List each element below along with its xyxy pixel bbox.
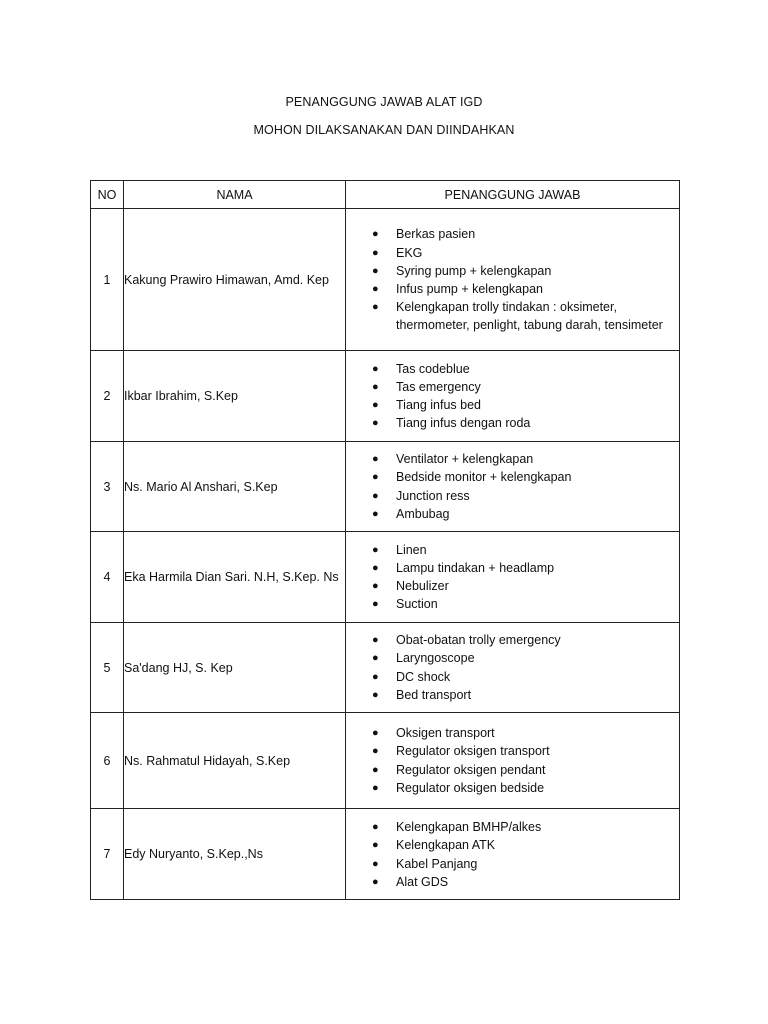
table-row [91,351,680,442]
equipment-item [346,577,679,595]
person-name: Ns. Mario Al Anshari, S.Kep [124,442,346,532]
row-number: 3 [91,442,124,532]
bullet-icon: ● [372,246,379,259]
equipment-item-text: EKG [396,245,423,260]
row-number: 5 [91,623,124,713]
equipment-list [346,817,679,891]
equipment-item [346,742,679,760]
equipment-item [346,414,679,432]
responsibility-cell [346,532,680,623]
responsibility-cell [346,442,680,532]
bullet-icon: ● [372,362,379,375]
equipment-item [346,818,679,836]
bullet-icon: ● [372,839,379,852]
equipment-item [346,505,679,523]
equipment-list [346,450,679,523]
equipment-item [346,244,679,262]
equipment-item-text: Regulator oksigen pendant [396,762,546,777]
equipment-item [346,487,679,505]
person-name: Kakung Prawiro Himawan, Amd. Kep [124,209,346,351]
bullet-icon: ● [372,763,379,776]
equipment-item [346,360,679,378]
equipment-item [346,649,679,667]
person-name: Edy Nuryanto, S.Kep.,Ns [124,809,346,900]
responsibility-table [90,180,680,900]
bullet-icon: ● [372,264,379,277]
equipment-item [346,396,679,414]
equipment-item-text: Suction [396,597,438,612]
bullet-icon: ● [372,634,379,647]
row-number: 4 [91,532,124,623]
bullet-icon: ● [372,507,379,520]
bullet-icon: ● [372,228,379,241]
equipment-item [346,280,679,298]
equipment-item [346,298,679,334]
equipment-item [346,559,679,577]
equipment-item [346,631,679,649]
bullet-icon: ● [372,489,379,502]
header-name: NAMA [124,181,346,209]
header-responsibility: PENANGGUNG JAWAB [346,181,680,209]
equipment-item-text: Ventilator + kelengkapan [396,452,534,467]
equipment-item-text: Ambubag [396,506,450,521]
bullet-icon: ● [372,652,379,665]
equipment-item-text: Tiang infus bed [396,398,482,412]
bullet-icon: ● [372,821,379,834]
responsibility-cell [346,713,680,809]
bullet-icon: ● [372,301,379,314]
equipment-item-text: Obat-obatan trolly emergency [396,633,561,648]
equipment-item-text: Linen [396,542,427,557]
equipment-item [346,686,679,704]
responsibility-cell [346,809,680,900]
bullet-icon: ● [372,875,379,888]
bullet-icon: ● [372,727,379,740]
responsibility-cell [346,209,680,351]
bullet-icon: ● [372,670,379,683]
document-subtitle: MOHON DILAKSANAKAN DAN DIINDAHKAN [253,123,515,137]
bullet-icon: ● [372,745,379,758]
equipment-item-text: Kelengkapan ATK [396,838,496,853]
equipment-item-text: Infus pump + kelengkapan [396,282,543,296]
equipment-item-text: Kelengkapan trolly tindakan : oksimeter, thermometer, penlight, tabung darah, tensimeter [396,300,663,333]
responsibility-cell [346,623,680,713]
table-row [91,442,680,532]
equipment-item-text: Tiang infus dengan roda [396,416,531,431]
bullet-icon: ● [372,598,379,611]
equipment-item-text: Lampu tindakan + headlamp [396,560,555,575]
bullet-icon: ● [372,399,379,411]
equipment-item [346,541,679,559]
equipment-item-text: Berkas pasien [396,227,476,242]
equipment-item-text: Oksigen transport [396,726,495,741]
person-name: Eka Harmila Dian Sari. N.H, S.Kep. Ns [124,532,346,623]
equipment-item-text: Alat GDS [396,874,449,889]
equipment-item-text: Tas emergency [396,379,481,394]
bullet-icon: ● [372,857,379,870]
equipment-item-text: Regulator oksigen transport [396,744,550,759]
equipment-list [346,631,679,704]
equipment-item [346,225,679,243]
equipment-item-text: Bed transport [396,687,472,702]
table-header-row [91,181,680,209]
bullet-icon: ● [372,688,379,701]
bullet-icon: ● [372,471,379,484]
equipment-item [346,855,679,873]
equipment-item [346,450,679,468]
table-row [91,532,680,623]
equipment-list [346,541,679,614]
equipment-item [346,836,679,854]
table-row [91,209,680,351]
equipment-item [346,378,679,396]
bullet-icon: ● [372,417,379,430]
person-name: Sa'dang HJ, S. Kep [124,623,346,713]
table-row [91,713,680,809]
equipment-item-text: Nebulizer [396,579,449,593]
equipment-item [346,724,679,742]
bullet-icon: ● [372,561,379,574]
equipment-item-text: Junction ress [396,488,470,503]
table-row [91,809,680,900]
document-title: PENANGGUNG JAWAB ALAT IGD [285,95,483,109]
equipment-item-text: Kabel Panjang [396,856,478,871]
equipment-item-text: DC shock [396,669,451,684]
responsibility-cell [346,351,680,442]
equipment-item [346,595,679,613]
table-body [91,209,680,900]
equipment-list [346,724,679,797]
table-row [91,623,680,713]
bullet-icon: ● [372,380,379,393]
equipment-item-text: Syring pump + kelengkapan [396,263,552,278]
equipment-item-text: Kelengkapan BMHP/alkes [396,820,542,835]
header-no: NO [91,181,124,209]
equipment-item [346,468,679,486]
equipment-list [346,224,679,334]
row-number: 7 [91,809,124,900]
person-name: Ikbar Ibrahim, S.Kep [124,351,346,442]
equipment-item [346,873,679,891]
bullet-icon: ● [372,283,379,295]
equipment-item-text: Regulator oksigen bedside [396,780,545,795]
equipment-list [346,360,679,433]
equipment-item [346,262,679,280]
equipment-item-text: Bedside monitor + kelengkapan [396,470,572,485]
equipment-item [346,779,679,797]
equipment-item-text: Tas codeblue [396,361,470,376]
equipment-item-text: Laryngoscope [396,651,475,666]
row-number: 1 [91,209,124,351]
bullet-icon: ● [372,781,379,794]
row-number: 2 [91,351,124,442]
bullet-icon: ● [372,453,379,466]
person-name: Ns. Rahmatul Hidayah, S.Kep [124,713,346,809]
equipment-item [346,668,679,686]
bullet-icon: ● [372,580,379,592]
equipment-item [346,761,679,779]
bullet-icon: ● [372,543,379,556]
row-number: 6 [91,713,124,809]
